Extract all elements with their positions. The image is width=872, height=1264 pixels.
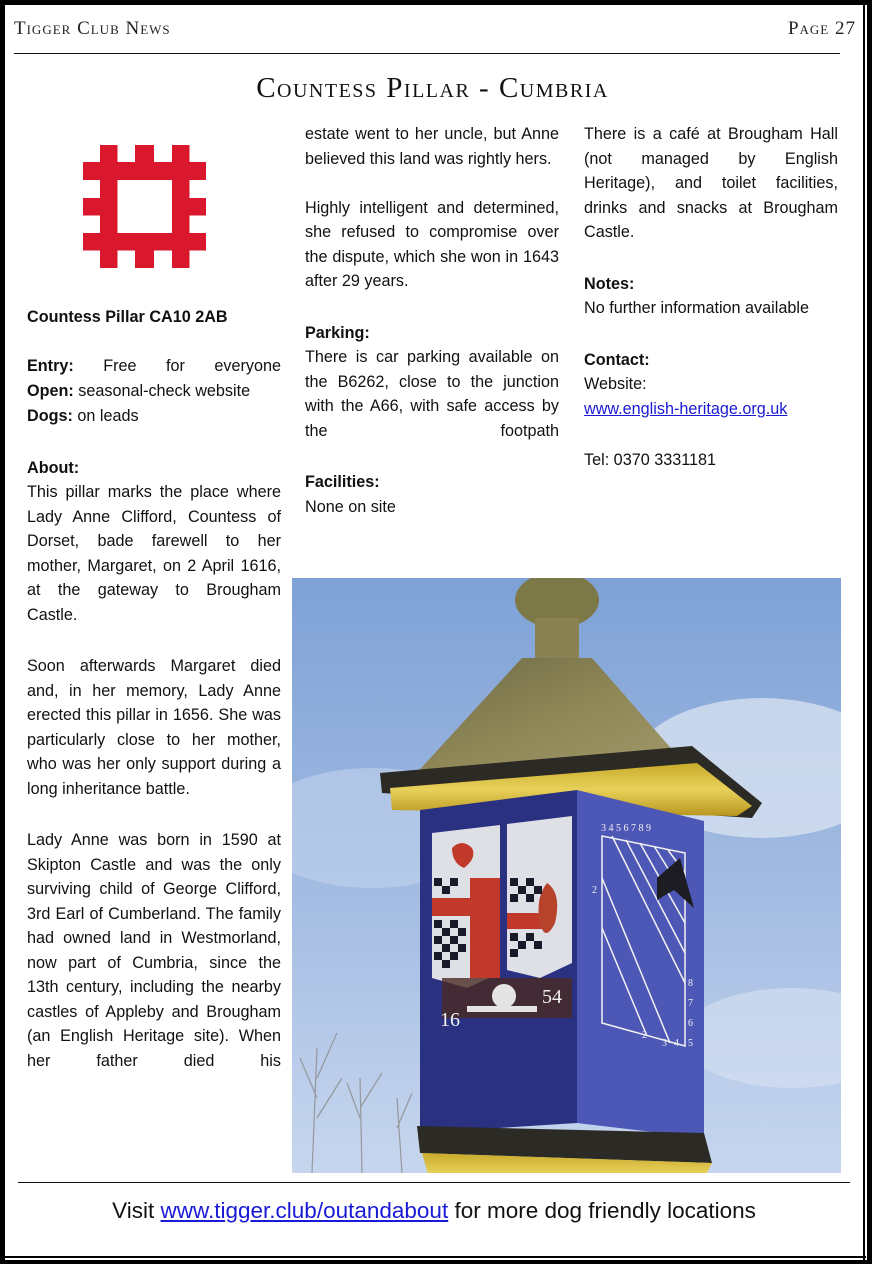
open-line xyxy=(27,379,281,404)
sundial-number: 4 xyxy=(674,1038,679,1049)
telephone: Tel: 0370 3331181 xyxy=(584,451,717,469)
facilities-text: None on site xyxy=(305,497,396,516)
footer-prefix: Visit xyxy=(112,1198,155,1223)
footer-divider xyxy=(18,1182,850,1183)
contact-heading: Contact: xyxy=(584,350,650,369)
page-border-left xyxy=(0,0,5,1262)
date-left: 16 xyxy=(440,1009,460,1031)
sundial-number: 2 xyxy=(592,885,597,896)
page-border-right-outer xyxy=(867,0,872,1264)
header-divider xyxy=(14,53,840,54)
sundial-top-numbers: 3 4 5 6 7 8 9 xyxy=(601,823,651,834)
page-border-bottom-inner xyxy=(4,1256,866,1258)
about-paragraph-2: Soon afterwards Margaret died and, in her memory, Lady Anne erected this pillar in 1656. She was particularly close to her mother, who was her only support during a long inheritance battle. xyxy=(27,657,281,798)
sundial-number: 5 xyxy=(688,1038,693,1049)
entry-value: Free for everyone xyxy=(103,357,281,375)
sundial-number: 6 xyxy=(688,1018,693,1029)
article-title: Countess Pillar - Cumbria xyxy=(256,72,609,104)
parking-text: There is car parking available on the B6262, close to the junction with the A66, with safe access by the footpath xyxy=(305,348,559,440)
publication-name: Tigger Club News xyxy=(14,18,171,39)
about-paragraph-3: Lady Anne was born in 1590 at Skipton Castle and was the only surviving child of George Clifford, 3rd Earl of Cumberland. The family had owned land in Westmorland, now part of Cumbria, since the 13th century, including the nearby castles of Appleby and Brougham (an English Heritage site). When her father died his xyxy=(27,831,281,1070)
sundial-number: 8 xyxy=(688,978,693,989)
parking-heading: Parking: xyxy=(305,323,370,342)
about-heading: About: xyxy=(27,458,80,477)
sundial-number: 2 xyxy=(642,1030,647,1041)
open-label: Open: xyxy=(27,381,74,400)
facilities-extra-text: There is a café at Brougham Hall (not managed by English Heritage), and toilet facilities, drinks and snacks at Brougham Castle. xyxy=(584,125,838,241)
date-right: 54 xyxy=(542,986,562,1008)
english-heritage-logo-icon xyxy=(83,145,206,268)
countess-pillar-photo xyxy=(292,578,841,1173)
location-name-postcode: Countess Pillar CA10 2AB xyxy=(27,308,228,326)
page-number: Page 27 xyxy=(787,18,856,39)
footer-link[interactable]: www.tigger.club/outandabout xyxy=(160,1198,449,1223)
website-link[interactable]: www.english-heritage.org.uk xyxy=(584,399,788,418)
footer-suffix: for more dog friendly locations xyxy=(454,1198,756,1223)
page-border-top xyxy=(0,0,872,5)
dogs-label: Dogs: xyxy=(27,407,73,425)
entry-label: Entry: xyxy=(27,357,74,375)
website-label: Website: xyxy=(584,375,647,393)
entry-line xyxy=(27,354,281,379)
dogs-value: on leads xyxy=(77,407,139,425)
about-paragraph-1: This pillar marks the place where Lady Anne Clifford, Countess of Dorset, bade farewell to her mother, Margaret, on 2 April 1616, at the gateway to Brougham Castle. xyxy=(27,483,281,624)
dogs-line xyxy=(27,404,281,429)
skull xyxy=(492,984,516,1008)
middle-column xyxy=(305,122,559,519)
about-paragraph-4: Highly intelligent and determined, she refused to compromise over the dispute, which she won in 1643 after 29 years. xyxy=(305,198,559,290)
sundial-number: 3 xyxy=(662,1038,667,1049)
page-border-right-inner xyxy=(863,5,865,1260)
facilities-heading: Facilities: xyxy=(305,473,380,491)
notes-heading: Notes: xyxy=(584,274,635,293)
open-value: seasonal-check website xyxy=(78,381,251,400)
right-column xyxy=(584,122,838,473)
sundial-number: 7 xyxy=(688,998,693,1009)
footer-callout xyxy=(0,1198,868,1224)
page-border-bottom-outer xyxy=(0,1260,872,1264)
notes-text: No further information available xyxy=(584,299,809,317)
about-paragraph-3-continued: estate went to her uncle, but Anne believed this land was rightly hers. xyxy=(305,125,559,168)
left-column xyxy=(27,305,281,1073)
